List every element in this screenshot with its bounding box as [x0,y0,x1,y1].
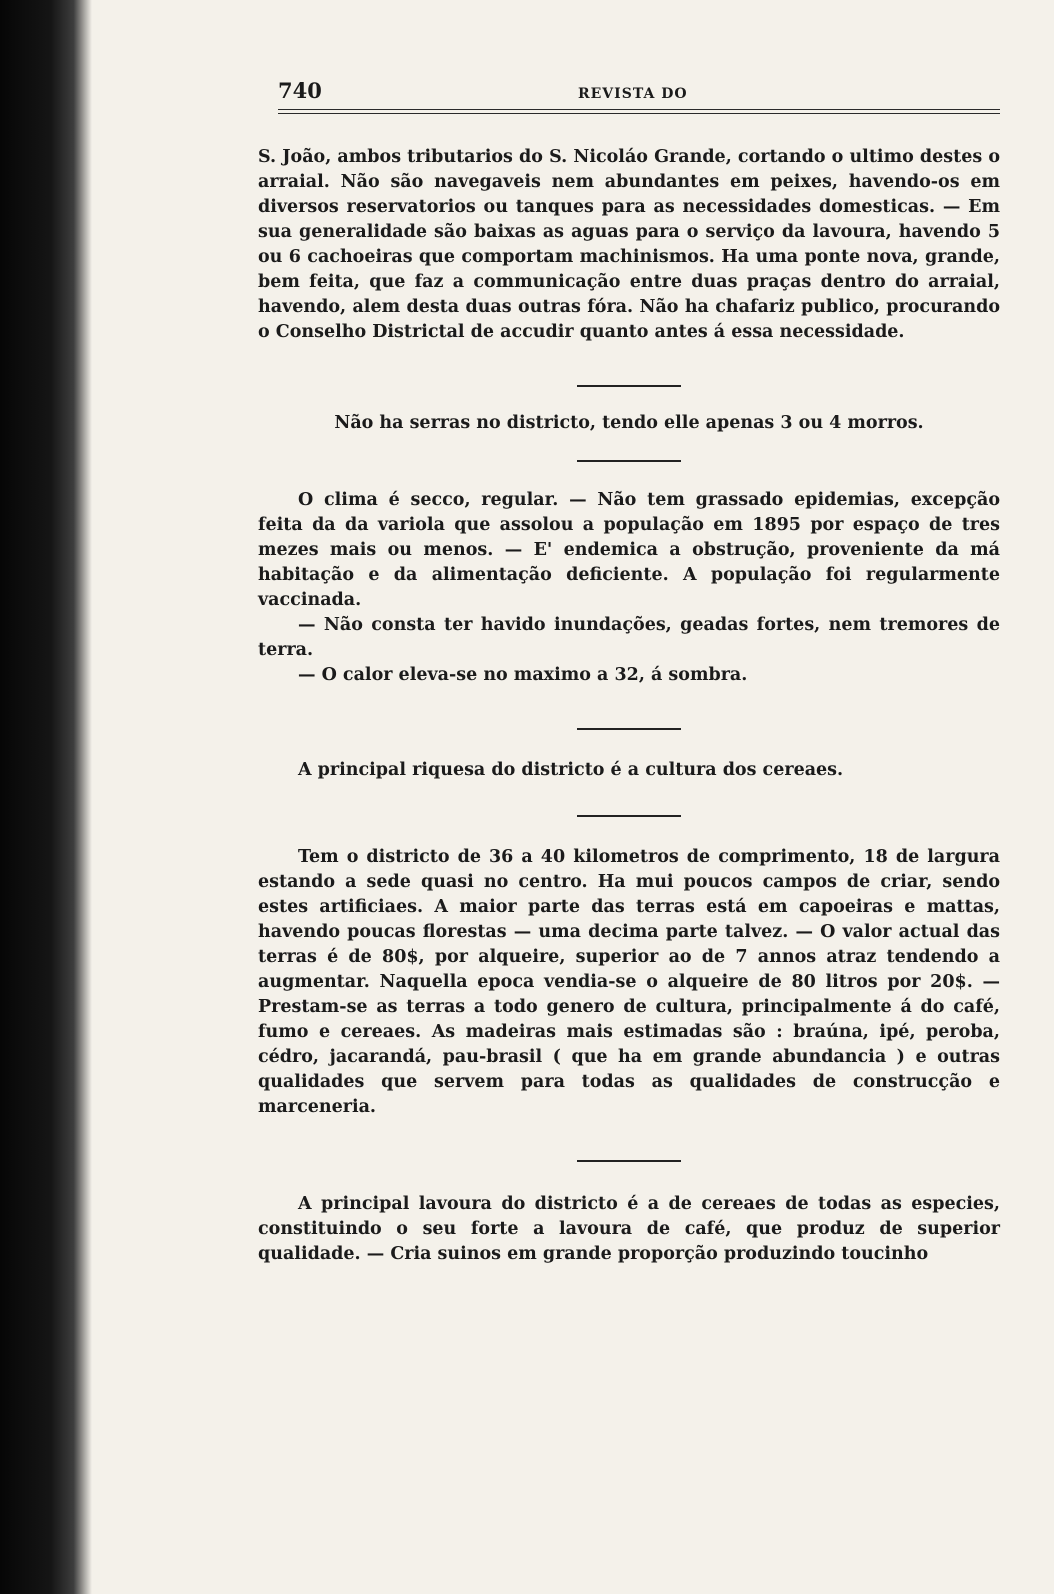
paragraph-inundacoes: — Não consta ter havido inundações, geadas fortes, nem tremores de terra. [258,615,1000,660]
running-title: REVISTA DO [578,86,688,102]
section-separator [577,1160,681,1162]
header-rule [278,109,1000,114]
paragraph-riqueza: A principal riquesa do districto é a cultura dos cereaes. [298,760,844,780]
document-page [258,70,1000,1267]
section-separator [577,815,681,817]
running-head [258,70,1000,110]
paragraph-clima: O clima é secco, regular. — Não tem grassado epidemias, excepção feita da da variola que assolou a população em 1895 por espaço de tres mezes mais ou menos. — E' endemica a obstrução, proveniente da má habitação e da alimentação deficiente. A população foi regularmente vaccinada. [258,490,1000,610]
paragraph-relevo: Não ha serras no districto, tendo elle apenas 3 ou 4 morros. [334,413,924,433]
section-separator [577,728,681,730]
book-binding-shadow [0,0,92,1594]
paragraph-aguas: S. João, ambos tributarios do S. Nicoláo Grande, cortando o ultimo destes o arraial. Não são navegaveis nem abundantes em peixes, havendo-os em diversos reservatorios ou tanques para as necessidades domesticas. — Em sua generalidade são baixas as aguas para o serviço da lavoura, havendo 5 ou 6 cachoeiras que comportam machinismos. Ha uma ponte nova, grande, bem feita, que faz a communicação entre duas praças dentro do arraial, havendo, alem desta duas outras fóra. Não ha chafariz publico, procurando o Conselho Districtal de accudir quanto antes á essa necessidade. [258,147,1000,342]
paragraph-calor: — O calor eleva-se no maximo a 32, á sombra. [298,665,748,685]
paragraph-lavoura: A principal lavoura do districto é a de cereaes de todas as especies, constituindo o seu forte a lavoura de café, que produz de superior qualidade. — Cria suinos em grande proporção produzindo toucinho [258,1194,1000,1264]
page-number: 740 [278,78,322,103]
section-separator [577,385,681,387]
paragraph-terras: Tem o districto de 36 a 40 kilometros de comprimento, 18 de largura estando a sede quasi no centro. Ha mui poucos campos de criar, sendo estes artificiaes. A maior parte das terras está em capoeiras e mattas, havendo poucas florestas — uma decima parte talvez. — O valor actual das terras é de 80$, por alqueire, superior ao de 7 annos atraz tendendo a augmentar. Naquella epoca vendia-se o alqueire de 80 litros por 20$. — Prestam-se as terras a todo genero de cultura, principalmente á do café, fumo e cereaes. As madeiras mais estimadas são : braúna, ipé, peroba, cédro, jacarandá, pau-brasil ( que ha em grande abundancia ) e outras qualidades que servem para todas as qualidades de construcção e marceneria. [258,847,1000,1117]
section-separator [577,460,681,462]
